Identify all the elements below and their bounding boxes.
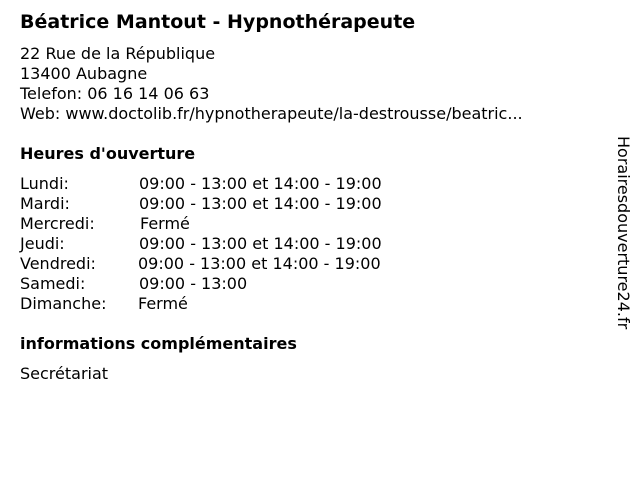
time-value: 09:00 - 13:00 et 14:00 - 19:00	[139, 234, 382, 253]
hours-heading: Heures d'ouverture	[20, 144, 196, 163]
time-value: Fermé	[140, 214, 190, 233]
time-value: 09:00 - 13:00 et 14:00 - 19:00	[138, 254, 381, 273]
address-street: 22 Rue de la République	[20, 44, 216, 63]
website-link[interactable]: Web: www.doctolib.fr/hypnotherapeute/la-destrousse/beatric...	[20, 104, 523, 123]
day-label: Mercredi:	[20, 214, 95, 233]
time-value: 09:00 - 13:00 et 14:00 - 19:00	[139, 174, 382, 193]
time-value: 09:00 - 13:00 et 14:00 - 19:00	[139, 194, 382, 213]
day-label: Lundi:	[20, 174, 69, 193]
day-label: Dimanche:	[20, 294, 107, 313]
time-value: Fermé	[138, 294, 188, 313]
time-value: 09:00 - 13:00	[139, 274, 248, 293]
day-label: Mardi:	[20, 194, 70, 213]
page-title: Béatrice Mantout - Hypnothérapeute	[20, 11, 416, 33]
site-watermark: Horairesdouverture24.fr	[614, 136, 633, 330]
address-city: 13400 Aubagne	[20, 64, 148, 83]
day-label: Vendredi:	[20, 254, 96, 273]
contact-block	[20, 44, 523, 124]
phone-number[interactable]: Telefon: 06 16 14 06 63	[20, 84, 210, 103]
extra-info-heading: informations complémentaires	[20, 334, 297, 353]
extra-info-text: Secrétariat	[20, 364, 109, 383]
day-label: Jeudi:	[20, 234, 65, 253]
day-label: Samedi:	[20, 274, 86, 293]
